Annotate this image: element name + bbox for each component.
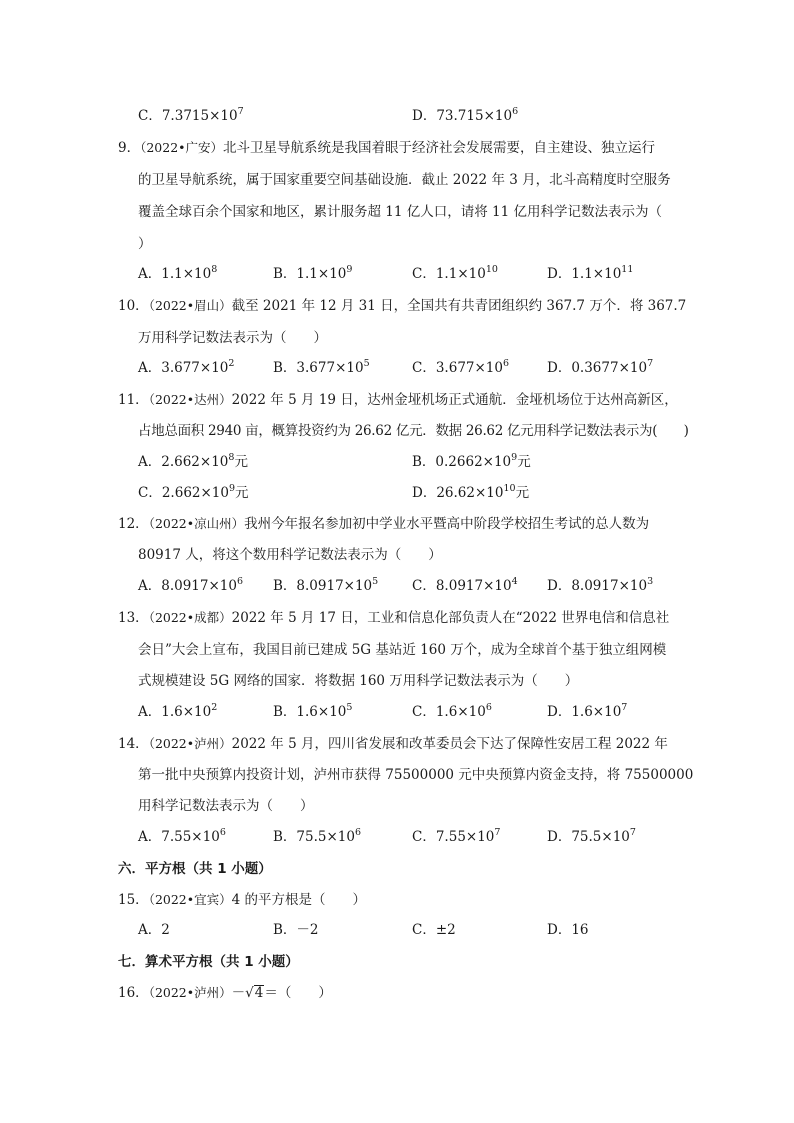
q9-number: 9． (118, 140, 141, 156)
q8-option-c: C．$7.3715\times 10^7$ (138, 105, 244, 124)
section-heading-arithmetic-square-root: 七．算术平方根（共 1 小题） (118, 954, 299, 970)
q16-line-1 (118, 981, 332, 1001)
q11-line-1: 11．（2022•达州）2022 年 5 月 19 日，达州金垭机场正式通航．金垭机场位于达州高新区， (118, 392, 678, 408)
q15-source: （2022•宜宾） (148, 892, 232, 907)
q14-option-b: B．$75.5\times 10^6$ (273, 826, 362, 845)
q15-option-b: B．－2 (273, 922, 319, 938)
q10-option-a: A．$3.677\times 10^2$ (138, 357, 235, 376)
q9-line-4: ） (138, 236, 152, 252)
q11-option-a: A．$2.662\times 10^8$元 (138, 451, 248, 470)
q11-number: 11． (118, 392, 149, 408)
q10-option-b: B．$3.677\times 10^5$ (273, 357, 370, 376)
q9-line-2: 的卫星导航系统，属于国家重要空间基础设施．截止 2022 年 3 月，北斗高精度时空服务 (138, 172, 671, 188)
q13-option-d: D．$1.6\times 10^7$ (547, 701, 628, 720)
q13-option-a: A．$1.6\times 10^2$ (138, 701, 218, 720)
q13-source: （2022•成都） (148, 610, 232, 625)
q10-number: 10． (118, 298, 149, 314)
q13-option-b: B．$1.6\times 10^5$ (273, 701, 353, 720)
q13-option-c: C．$1.6\times 10^6$ (412, 701, 492, 720)
q10-source: （2022•眉山） (148, 298, 232, 313)
q13-number: 13． (118, 610, 149, 626)
q13-line-3: 式规模建设 5G 网络的国家．将数据 160 万用科学记数法表示为（ ） (138, 673, 579, 689)
section-heading-square-root: 六．平方根（共 1 小题） (118, 861, 272, 877)
q10-option-d: D．$0.3677\times 10^7$ (547, 357, 654, 376)
q12-option-d: D．$8.0917\times 10^3$ (547, 575, 654, 594)
q14-line-3: 用科学记数法表示为（ ） (138, 798, 314, 814)
q9-option-c: C．$1.1\times 10^{10}$ (412, 263, 498, 282)
q12-line-2: 80917 人，将这个数用科学记数法表示为（ ） (138, 547, 442, 563)
q15-line-1: 15．（2022•宜宾）4 的平方根是（ ） (118, 892, 367, 908)
q12-option-a: A．$8.0917\times 10^6$ (138, 575, 244, 594)
q9-option-b: B．$1.1\times 10^9$ (273, 263, 353, 282)
q10-line-2: 万用科学记数法表示为（ ） (138, 330, 327, 346)
q14-line-1: 14．（2022•泸州）2022 年 5 月，四川省发展和改革委员会下达了保障性安居工程 2022 年 (118, 736, 668, 752)
q16-minus: － (231, 985, 246, 1001)
q9-option-d: D．$1.1\times 10^{11}$ (547, 263, 634, 282)
q14-option-c: C．$7.55\times 10^7$ (412, 826, 501, 845)
q9-source: （2022•广安） (140, 140, 224, 155)
q11-option-d: D．$26.62\times 10^{10}$元 (412, 482, 530, 501)
q14-line-2: 第一批中央预算内投资计划，泸州市获得 75500000 元中央预算内资金支持，将 75500000 (138, 767, 694, 783)
q11-line-2: 占地总面积 2940 亩，概算投资约为 26.62 亿元．数据 26.62 亿元用科学记数法表示为( ) (138, 423, 689, 439)
q15-option-a: A．2 (138, 922, 170, 938)
radicand: 4 (254, 985, 264, 1001)
q15-option-d: D．16 (547, 922, 589, 938)
q12-line-1: 12．（2022•凉山州）我州今年报名参加初中学业水平暨高中阶段学校招生考试的总人数为 (118, 516, 650, 532)
radical-sign: √ (245, 985, 254, 1001)
q9-option-a: A．$1.1\times 10^8$ (138, 263, 218, 282)
q11-option-c: C．$2.662\times 10^9$元 (138, 482, 249, 501)
q16-number: 16． (118, 985, 149, 1001)
q14-source: （2022•泸州） (148, 736, 232, 751)
q11-source: （2022•达州） (148, 392, 232, 407)
q9-line-1: 9．（2022•广安）北斗卫星导航系统是我国着眼于经济社会发展需要，自主建设、独立运行 (118, 140, 656, 156)
q13-line-1: 13．（2022•成都）2022 年 5 月 17 日，工业和信息化部负责人在“2022 世界电信和信息社 (118, 610, 670, 626)
q16-tail: ＝（ ） (264, 985, 332, 1001)
q12-option-b: B．$8.0917\times 10^5$ (273, 575, 379, 594)
q14-option-d: D．$75.5\times 10^7$ (547, 826, 636, 845)
sqrt-expression (245, 985, 264, 1001)
q9-line-3: 覆盖全球百余个国家和地区，累计服务超 11 亿人口，请将 11 亿用科学记数法表示为（ (138, 204, 663, 220)
q12-option-c: C．$8.0917\times 10^4$ (412, 575, 518, 594)
q12-number: 12． (118, 516, 149, 532)
q14-option-a: A．$7.55\times 10^6$ (138, 826, 226, 845)
q13-line-2: 会日”大会上宣布，我国目前已建成 5G 基站近 160 万个，成为全球首个基于独立组网模 (138, 642, 667, 658)
q8-option-d: D．$73.715\times 10^6$ (412, 105, 519, 124)
q16-source: （2022•泸州） (148, 985, 232, 1000)
q11-option-b: B．$0.2662\times 10^9$元 (412, 451, 531, 470)
q12-source: （2022•凉山州） (148, 516, 245, 531)
q15-number: 15． (118, 892, 149, 908)
q10-option-c: C．$3.677\times 10^6$ (412, 357, 510, 376)
q15-option-c: C．±2 (412, 922, 456, 938)
q10-line-1: 10．（2022•眉山）截至 2021 年 12 月 31 日，全国共有共青团组织约 367.7 万个．将 367.7 (118, 298, 687, 314)
q14-number: 14． (118, 736, 149, 752)
